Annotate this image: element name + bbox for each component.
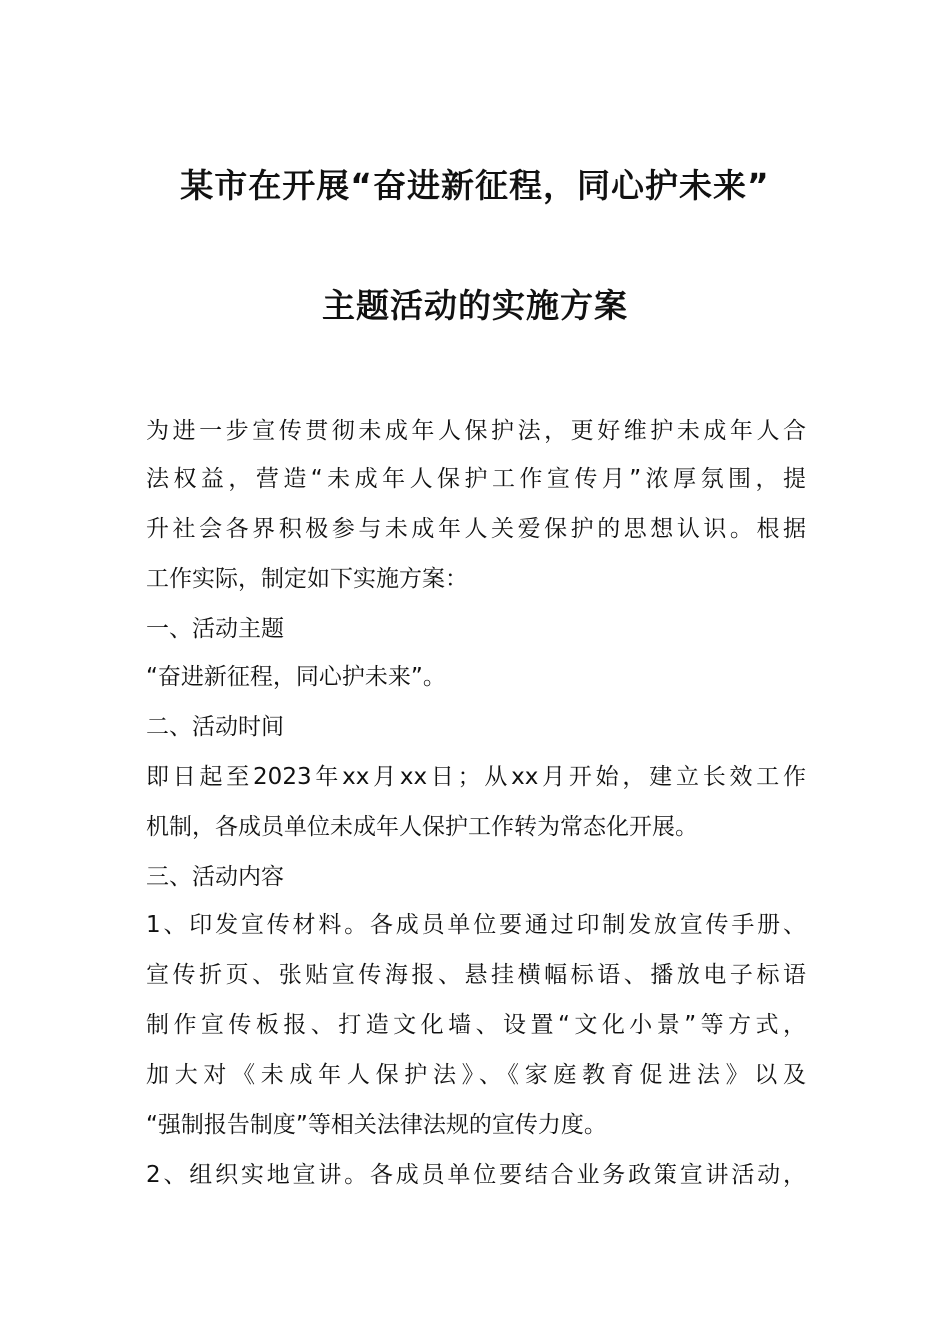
- document-title-line-2: 主题活动的实施方案: [322, 286, 628, 325]
- text-line: “奋进新征程，同心护未来”。: [146, 664, 446, 690]
- text-line: 制作宣传板报、打造文化墙、设置“文化小景”等方式，: [146, 1012, 806, 1038]
- section-heading-theme: 一、活动主题: [146, 616, 284, 642]
- text-line: 为进一步宣传贯彻未成年人保护法，更好维护未成年人合: [146, 418, 806, 444]
- text-line: 宣传折页、张贴宣传海报、悬挂横幅标语、播放电子标语: [146, 962, 806, 988]
- text-line: 2、组织实地宣讲。各成员单位要结合业务政策宣讲活动，: [146, 1162, 806, 1188]
- text-line: 即日起至2023年xx月xx日；从xx月开始，建立长效工作: [146, 764, 806, 790]
- text-line: 工作实际，制定如下实施方案：: [146, 566, 468, 592]
- section-heading-content: 三、活动内容: [146, 864, 284, 890]
- text-line: “强制报告制度”等相关法律法规的宣传力度。: [146, 1112, 607, 1138]
- text-line: 机制，各成员单位未成年人保护工作转为常态化开展。: [146, 814, 698, 840]
- text-line: 1、印发宣传材料。各成员单位要通过印制发放宣传手册、: [146, 912, 806, 938]
- text-line: 加大对《未成年人保护法》、《家庭教育促进法》以及: [146, 1062, 806, 1088]
- text-line: 法权益，营造“未成年人保护工作宣传月”浓厚氛围，提: [146, 466, 806, 492]
- section-heading-time: 二、活动时间: [146, 714, 284, 740]
- document-title-line-1: 某市在开展“奋进新征程，同心护未来”: [180, 166, 770, 205]
- text-line: 升社会各界积极参与未成年人关爱保护的思想认识。根据: [146, 516, 806, 542]
